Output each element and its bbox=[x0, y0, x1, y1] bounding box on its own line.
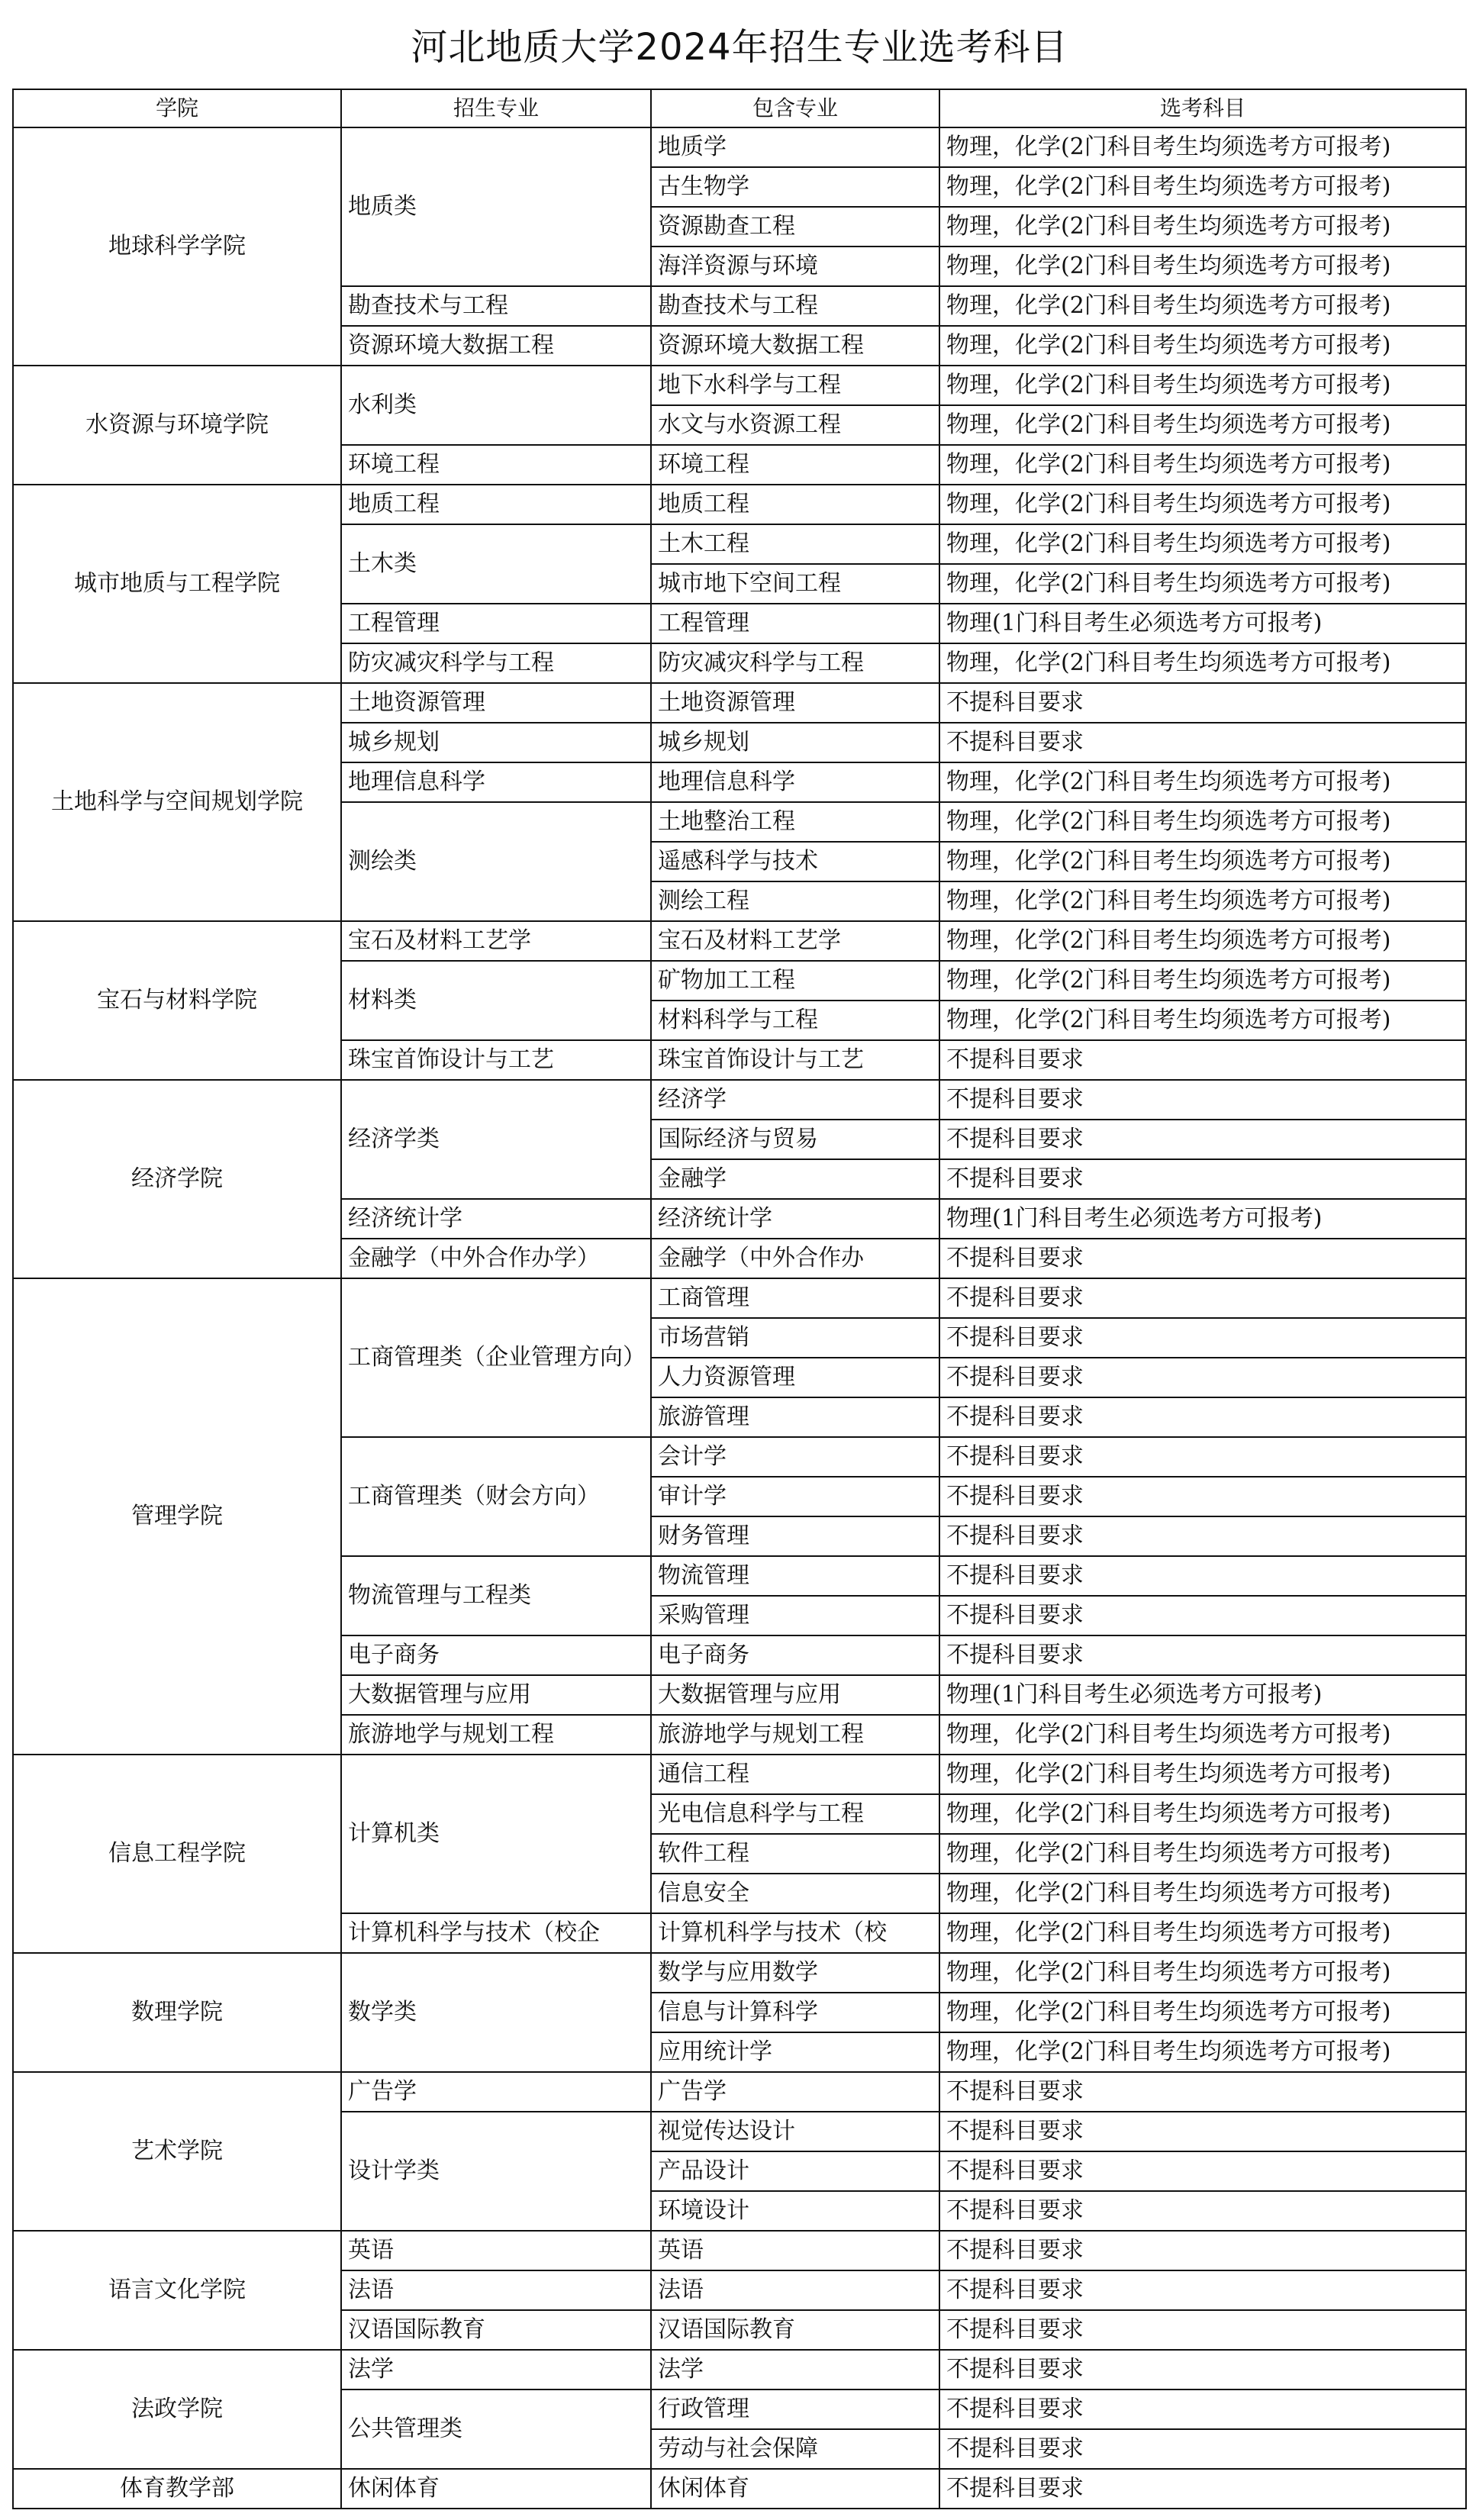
sub-major-cell: 测绘工程 bbox=[652, 882, 940, 922]
subject-requirement-cell: 不提科目要求 bbox=[940, 2271, 1467, 2311]
sub-major-cell: 地质工程 bbox=[652, 485, 940, 525]
sub-major-cell: 软件工程 bbox=[652, 1835, 940, 1874]
subject-requirement-cell: 不提科目要求 bbox=[940, 1239, 1467, 1279]
sub-major-cell: 古生物学 bbox=[652, 168, 940, 208]
college-cell: 语言文化学院 bbox=[12, 2232, 342, 2351]
major-cell: 法学 bbox=[342, 2351, 652, 2390]
major-cell: 材料类 bbox=[342, 962, 652, 1041]
major-cell: 经济统计学 bbox=[342, 1200, 652, 1239]
sub-major-cell: 防灾减灾科学与工程 bbox=[652, 644, 940, 684]
sub-major-cell: 广告学 bbox=[652, 2073, 940, 2112]
sub-major-cell: 地质学 bbox=[652, 128, 940, 168]
sub-major-cell: 信息安全 bbox=[652, 1874, 940, 1914]
subject-requirement-cell: 物理，化学(2门科目考生均须选考方可报考) bbox=[940, 962, 1467, 1001]
college-cell: 体育教学部 bbox=[12, 2470, 342, 2509]
subject-requirement-cell: 物理(1门科目考生必须选考方可报考) bbox=[940, 604, 1467, 644]
page-title: 河北地质大学2024年招生专业选考科目 bbox=[411, 25, 1068, 69]
sub-major-cell: 城市地下空间工程 bbox=[652, 565, 940, 604]
major-cell: 电子商务 bbox=[342, 1636, 652, 1676]
subject-requirement-cell: 物理，化学(2门科目考生均须选考方可报考) bbox=[940, 168, 1467, 208]
subject-requirement-cell: 物理，化学(2门科目考生均须选考方可报考) bbox=[940, 406, 1467, 446]
college-cell: 数理学院 bbox=[12, 1954, 342, 2073]
sub-major-cell: 汉语国际教育 bbox=[652, 2311, 940, 2351]
major-cell: 休闲体育 bbox=[342, 2470, 652, 2509]
major-cell: 地质工程 bbox=[342, 485, 652, 525]
subject-requirement-cell: 不提科目要求 bbox=[940, 1438, 1467, 1478]
major-cell: 公共管理类 bbox=[342, 2390, 652, 2470]
subject-requirement-cell: 不提科目要求 bbox=[940, 2351, 1467, 2390]
major-cell: 水利类 bbox=[342, 366, 652, 446]
subject-requirement-cell: 不提科目要求 bbox=[940, 2470, 1467, 2509]
sub-major-cell: 城乡规划 bbox=[652, 723, 940, 763]
subject-requirement-cell: 物理，化学(2门科目考生均须选考方可报考) bbox=[940, 803, 1467, 843]
sub-major-cell: 会计学 bbox=[652, 1438, 940, 1478]
major-cell: 汉语国际教育 bbox=[342, 2311, 652, 2351]
sub-major-cell: 采购管理 bbox=[652, 1597, 940, 1636]
major-cell: 经济学类 bbox=[342, 1081, 652, 1200]
admission-subject-table bbox=[12, 89, 1467, 2515]
sub-major-cell: 财务管理 bbox=[652, 1517, 940, 1557]
sub-major-cell: 工程管理 bbox=[652, 604, 940, 644]
major-cell: 英语 bbox=[342, 2232, 652, 2271]
college-cell: 地球科学学院 bbox=[12, 128, 342, 366]
subject-requirement-cell: 物理，化学(2门科目考生均须选考方可报考) bbox=[940, 922, 1467, 962]
subject-requirement-cell: 物理，化学(2门科目考生均须选考方可报考) bbox=[940, 1001, 1467, 1041]
subject-requirement-cell: 物理(1门科目考生必须选考方可报考) bbox=[940, 1200, 1467, 1239]
sub-major-cell: 国际经济与贸易 bbox=[652, 1120, 940, 1160]
subject-requirement-cell: 物理，化学(2门科目考生均须选考方可报考) bbox=[940, 2033, 1467, 2073]
subject-requirement-cell: 不提科目要求 bbox=[940, 1279, 1467, 1319]
sub-major-cell: 计算机科学与技术（校 bbox=[652, 1914, 940, 1954]
major-cell: 计算机科学与技术（校企 bbox=[342, 1914, 652, 1954]
major-cell: 勘查技术与工程 bbox=[342, 287, 652, 327]
major-cell: 数学类 bbox=[342, 1954, 652, 2073]
sub-major-cell: 工商管理 bbox=[652, 1279, 940, 1319]
major-cell: 土木类 bbox=[342, 525, 652, 604]
subject-requirement-cell: 不提科目要求 bbox=[940, 2232, 1467, 2271]
major-cell: 法语 bbox=[342, 2271, 652, 2311]
subject-requirement-cell: 不提科目要求 bbox=[940, 723, 1467, 763]
subject-requirement-cell: 物理，化学(2门科目考生均须选考方可报考) bbox=[940, 327, 1467, 366]
sub-major-cell: 矿物加工工程 bbox=[652, 962, 940, 1001]
major-cell: 防灾减灾科学与工程 bbox=[342, 644, 652, 684]
sub-major-cell: 行政管理 bbox=[652, 2390, 940, 2430]
subject-requirement-cell: 不提科目要求 bbox=[940, 2152, 1467, 2192]
college-cell: 艺术学院 bbox=[12, 2073, 342, 2232]
subject-requirement-cell: 物理，化学(2门科目考生均须选考方可报考) bbox=[940, 1716, 1467, 1755]
subject-requirement-cell: 不提科目要求 bbox=[940, 1636, 1467, 1676]
subject-requirement-cell: 物理，化学(2门科目考生均须选考方可报考) bbox=[940, 1835, 1467, 1874]
subject-requirement-cell: 物理，化学(2门科目考生均须选考方可报考) bbox=[940, 1954, 1467, 1993]
subject-requirement-cell: 不提科目要求 bbox=[940, 2112, 1467, 2152]
sub-major-cell: 环境工程 bbox=[652, 446, 940, 485]
subject-requirement-cell: 物理，化学(2门科目考生均须选考方可报考) bbox=[940, 1874, 1467, 1914]
sub-major-cell: 珠宝首饰设计与工艺 bbox=[652, 1041, 940, 1081]
college-cell: 宝石与材料学院 bbox=[12, 922, 342, 1081]
major-cell: 物流管理与工程类 bbox=[342, 1557, 652, 1636]
sub-major-cell: 材料科学与工程 bbox=[652, 1001, 940, 1041]
sub-major-cell: 金融学 bbox=[652, 1160, 940, 1200]
sub-major-cell: 水文与水资源工程 bbox=[652, 406, 940, 446]
sub-major-cell: 光电信息科学与工程 bbox=[652, 1795, 940, 1835]
major-cell: 工商管理类（企业管理方向） bbox=[342, 1279, 652, 1438]
sub-major-cell: 视觉传达设计 bbox=[652, 2112, 940, 2152]
sub-major-cell: 遥感科学与技术 bbox=[652, 843, 940, 882]
subject-requirement-cell: 物理，化学(2门科目考生均须选考方可报考) bbox=[940, 1993, 1467, 2033]
subject-requirement-cell: 物理，化学(2门科目考生均须选考方可报考) bbox=[940, 1755, 1467, 1795]
subject-requirement-cell: 不提科目要求 bbox=[940, 1517, 1467, 1557]
sub-major-cell: 人力资源管理 bbox=[652, 1358, 940, 1398]
major-cell: 资源环境大数据工程 bbox=[342, 327, 652, 366]
subject-requirement-cell: 物理，化学(2门科目考生均须选考方可报考) bbox=[940, 287, 1467, 327]
sub-major-cell: 产品设计 bbox=[652, 2152, 940, 2192]
sub-major-cell: 劳动与社会保障 bbox=[652, 2430, 940, 2470]
major-cell: 金融学（中外合作办学） bbox=[342, 1239, 652, 1279]
sub-major-cell: 土地资源管理 bbox=[652, 684, 940, 723]
major-cell: 大数据管理与应用 bbox=[342, 1676, 652, 1716]
column-header: 招生专业 bbox=[342, 89, 652, 128]
major-cell: 测绘类 bbox=[342, 803, 652, 922]
major-cell: 工商管理类（财会方向） bbox=[342, 1438, 652, 1557]
sub-major-cell: 审计学 bbox=[652, 1478, 940, 1517]
sub-major-cell: 法学 bbox=[652, 2351, 940, 2390]
subject-requirement-cell: 物理，化学(2门科目考生均须选考方可报考) bbox=[940, 525, 1467, 565]
column-header: 学院 bbox=[12, 89, 342, 128]
sub-major-cell: 旅游管理 bbox=[652, 1398, 940, 1438]
college-cell: 土地科学与空间规划学院 bbox=[12, 684, 342, 922]
column-header: 包含专业 bbox=[652, 89, 940, 128]
college-cell: 水资源与环境学院 bbox=[12, 366, 342, 485]
sub-major-cell: 地理信息科学 bbox=[652, 763, 940, 803]
major-cell: 宝石及材料工艺学 bbox=[342, 922, 652, 962]
subject-requirement-cell: 不提科目要求 bbox=[940, 1041, 1467, 1081]
college-cell: 城市地质与工程学院 bbox=[12, 485, 342, 684]
subject-requirement-cell: 不提科目要求 bbox=[940, 1597, 1467, 1636]
sub-major-cell: 数学与应用数学 bbox=[652, 1954, 940, 1993]
sub-major-cell: 地下水科学与工程 bbox=[652, 366, 940, 406]
major-cell: 地理信息科学 bbox=[342, 763, 652, 803]
subject-requirement-cell: 物理，化学(2门科目考生均须选考方可报考) bbox=[940, 366, 1467, 406]
major-cell: 设计学类 bbox=[342, 2112, 652, 2232]
subject-requirement-cell: 不提科目要求 bbox=[940, 1557, 1467, 1597]
sub-major-cell: 宝石及材料工艺学 bbox=[652, 922, 940, 962]
subject-requirement-cell: 不提科目要求 bbox=[940, 1398, 1467, 1438]
subject-requirement-cell: 不提科目要求 bbox=[940, 1319, 1467, 1358]
major-cell: 工程管理 bbox=[342, 604, 652, 644]
subject-requirement-cell: 不提科目要求 bbox=[940, 1358, 1467, 1398]
sub-major-cell: 经济统计学 bbox=[652, 1200, 940, 1239]
subject-requirement-cell: 物理(1门科目考生必须选考方可报考) bbox=[940, 1676, 1467, 1716]
subject-requirement-cell: 物理，化学(2门科目考生均须选考方可报考) bbox=[940, 1914, 1467, 1954]
subject-requirement-cell: 物理，化学(2门科目考生均须选考方可报考) bbox=[940, 644, 1467, 684]
college-cell: 信息工程学院 bbox=[12, 1755, 342, 1954]
major-cell: 计算机类 bbox=[342, 1755, 652, 1914]
sub-major-cell: 信息与计算科学 bbox=[652, 1993, 940, 2033]
sub-major-cell: 市场营销 bbox=[652, 1319, 940, 1358]
subject-requirement-cell: 不提科目要求 bbox=[940, 1160, 1467, 1200]
sub-major-cell: 法语 bbox=[652, 2271, 940, 2311]
subject-requirement-cell: 不提科目要求 bbox=[940, 1081, 1467, 1120]
sub-major-cell: 通信工程 bbox=[652, 1755, 940, 1795]
subject-requirement-cell: 物理，化学(2门科目考生均须选考方可报考) bbox=[940, 128, 1467, 168]
subject-requirement-cell: 不提科目要求 bbox=[940, 2192, 1467, 2232]
major-cell: 土地资源管理 bbox=[342, 684, 652, 723]
sub-major-cell: 勘查技术与工程 bbox=[652, 287, 940, 327]
sub-major-cell: 物流管理 bbox=[652, 1557, 940, 1597]
college-cell: 法政学院 bbox=[12, 2351, 342, 2470]
major-cell: 广告学 bbox=[342, 2073, 652, 2112]
subject-requirement-cell: 不提科目要求 bbox=[940, 2430, 1467, 2470]
sub-major-cell: 环境设计 bbox=[652, 2192, 940, 2232]
sub-major-cell: 经济学 bbox=[652, 1081, 940, 1120]
subject-requirement-cell: 物理，化学(2门科目考生均须选考方可报考) bbox=[940, 1795, 1467, 1835]
subject-requirement-cell: 物理，化学(2门科目考生均须选考方可报考) bbox=[940, 565, 1467, 604]
subject-requirement-cell: 不提科目要求 bbox=[940, 1120, 1467, 1160]
sub-major-cell: 旅游地学与规划工程 bbox=[652, 1716, 940, 1755]
column-header: 选考科目 bbox=[940, 89, 1467, 128]
subject-requirement-cell: 物理，化学(2门科目考生均须选考方可报考) bbox=[940, 882, 1467, 922]
major-cell: 环境工程 bbox=[342, 446, 652, 485]
sub-major-cell: 电子商务 bbox=[652, 1636, 940, 1676]
subject-requirement-cell: 物理，化学(2门科目考生均须选考方可报考) bbox=[940, 485, 1467, 525]
sub-major-cell: 休闲体育 bbox=[652, 2470, 940, 2509]
major-cell: 城乡规划 bbox=[342, 723, 652, 763]
subject-requirement-cell: 不提科目要求 bbox=[940, 2311, 1467, 2351]
subject-requirement-cell: 物理，化学(2门科目考生均须选考方可报考) bbox=[940, 208, 1467, 247]
subject-requirement-cell: 不提科目要求 bbox=[940, 2073, 1467, 2112]
sub-major-cell: 资源环境大数据工程 bbox=[652, 327, 940, 366]
subject-requirement-cell: 物理，化学(2门科目考生均须选考方可报考) bbox=[940, 763, 1467, 803]
college-cell: 经济学院 bbox=[12, 1081, 342, 1279]
sub-major-cell: 英语 bbox=[652, 2232, 940, 2271]
major-cell: 旅游地学与规划工程 bbox=[342, 1716, 652, 1755]
subject-requirement-cell: 物理，化学(2门科目考生均须选考方可报考) bbox=[940, 843, 1467, 882]
sub-major-cell: 土地整治工程 bbox=[652, 803, 940, 843]
subject-requirement-cell: 物理，化学(2门科目考生均须选考方可报考) bbox=[940, 247, 1467, 287]
subject-requirement-cell: 不提科目要求 bbox=[940, 684, 1467, 723]
sub-major-cell: 应用统计学 bbox=[652, 2033, 940, 2073]
major-cell: 珠宝首饰设计与工艺 bbox=[342, 1041, 652, 1081]
sub-major-cell: 资源勘查工程 bbox=[652, 208, 940, 247]
sub-major-cell: 金融学（中外合作办 bbox=[652, 1239, 940, 1279]
sub-major-cell: 大数据管理与应用 bbox=[652, 1676, 940, 1716]
major-cell: 地质类 bbox=[342, 128, 652, 287]
subject-requirement-cell: 不提科目要求 bbox=[940, 2390, 1467, 2430]
sub-major-cell: 土木工程 bbox=[652, 525, 940, 565]
college-cell: 管理学院 bbox=[12, 1279, 342, 1755]
sub-major-cell: 海洋资源与环境 bbox=[652, 247, 940, 287]
subject-requirement-cell: 物理，化学(2门科目考生均须选考方可报考) bbox=[940, 446, 1467, 485]
subject-requirement-cell: 不提科目要求 bbox=[940, 1478, 1467, 1517]
